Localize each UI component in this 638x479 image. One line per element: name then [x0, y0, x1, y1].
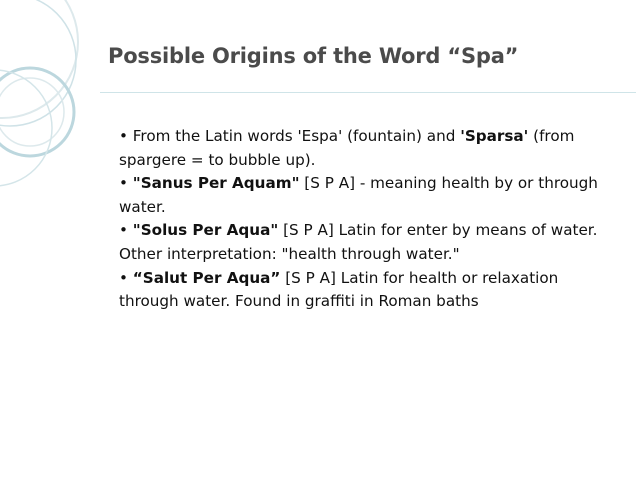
ring-small — [0, 68, 74, 156]
slide-title: Possible Origins of the Word “Spa” — [108, 44, 519, 68]
bullet-item-sanus — [119, 172, 619, 219]
bullet-text: [S P A] - meaning health by or through water. — [119, 174, 598, 216]
bullet-glyph: • — [119, 127, 128, 145]
decorative-rings — [0, 0, 110, 200]
ring-lower — [0, 70, 52, 186]
bullet-bold-term: “Salut Per Aqua” — [132, 268, 281, 287]
bullet-glyph: • — [119, 174, 128, 193]
bullet-glyph: • — [119, 221, 128, 240]
ring-outer-top — [0, 0, 78, 118]
bullet-bold-term: "Solus Per Aqua" — [132, 221, 279, 240]
bullet-glyph: • — [119, 268, 128, 287]
bullet-item-salut — [119, 267, 619, 314]
bullet-text: [S P A] Latin for health or relaxation through water. Found in graffiti in Roman baths — [119, 268, 559, 311]
bullet-text: From the Latin words 'Espa' (fountain) and — [132, 127, 461, 145]
title-underline — [100, 92, 636, 93]
bullet-bold-term: "Sanus Per Aquam" — [132, 174, 300, 193]
bullet-text: [S P A] Latin for enter by means of water. Other interpretation: "health through water." — [119, 221, 598, 263]
bullet-text: (from spargere = to bubble up). — [119, 127, 575, 169]
bullet-item-solus — [119, 219, 619, 266]
bullet-list — [119, 125, 619, 314]
ring-inner-top — [0, 0, 76, 126]
bullet-bold-term: 'Sparsa' — [460, 127, 529, 145]
bullet-item-espa — [119, 125, 619, 172]
